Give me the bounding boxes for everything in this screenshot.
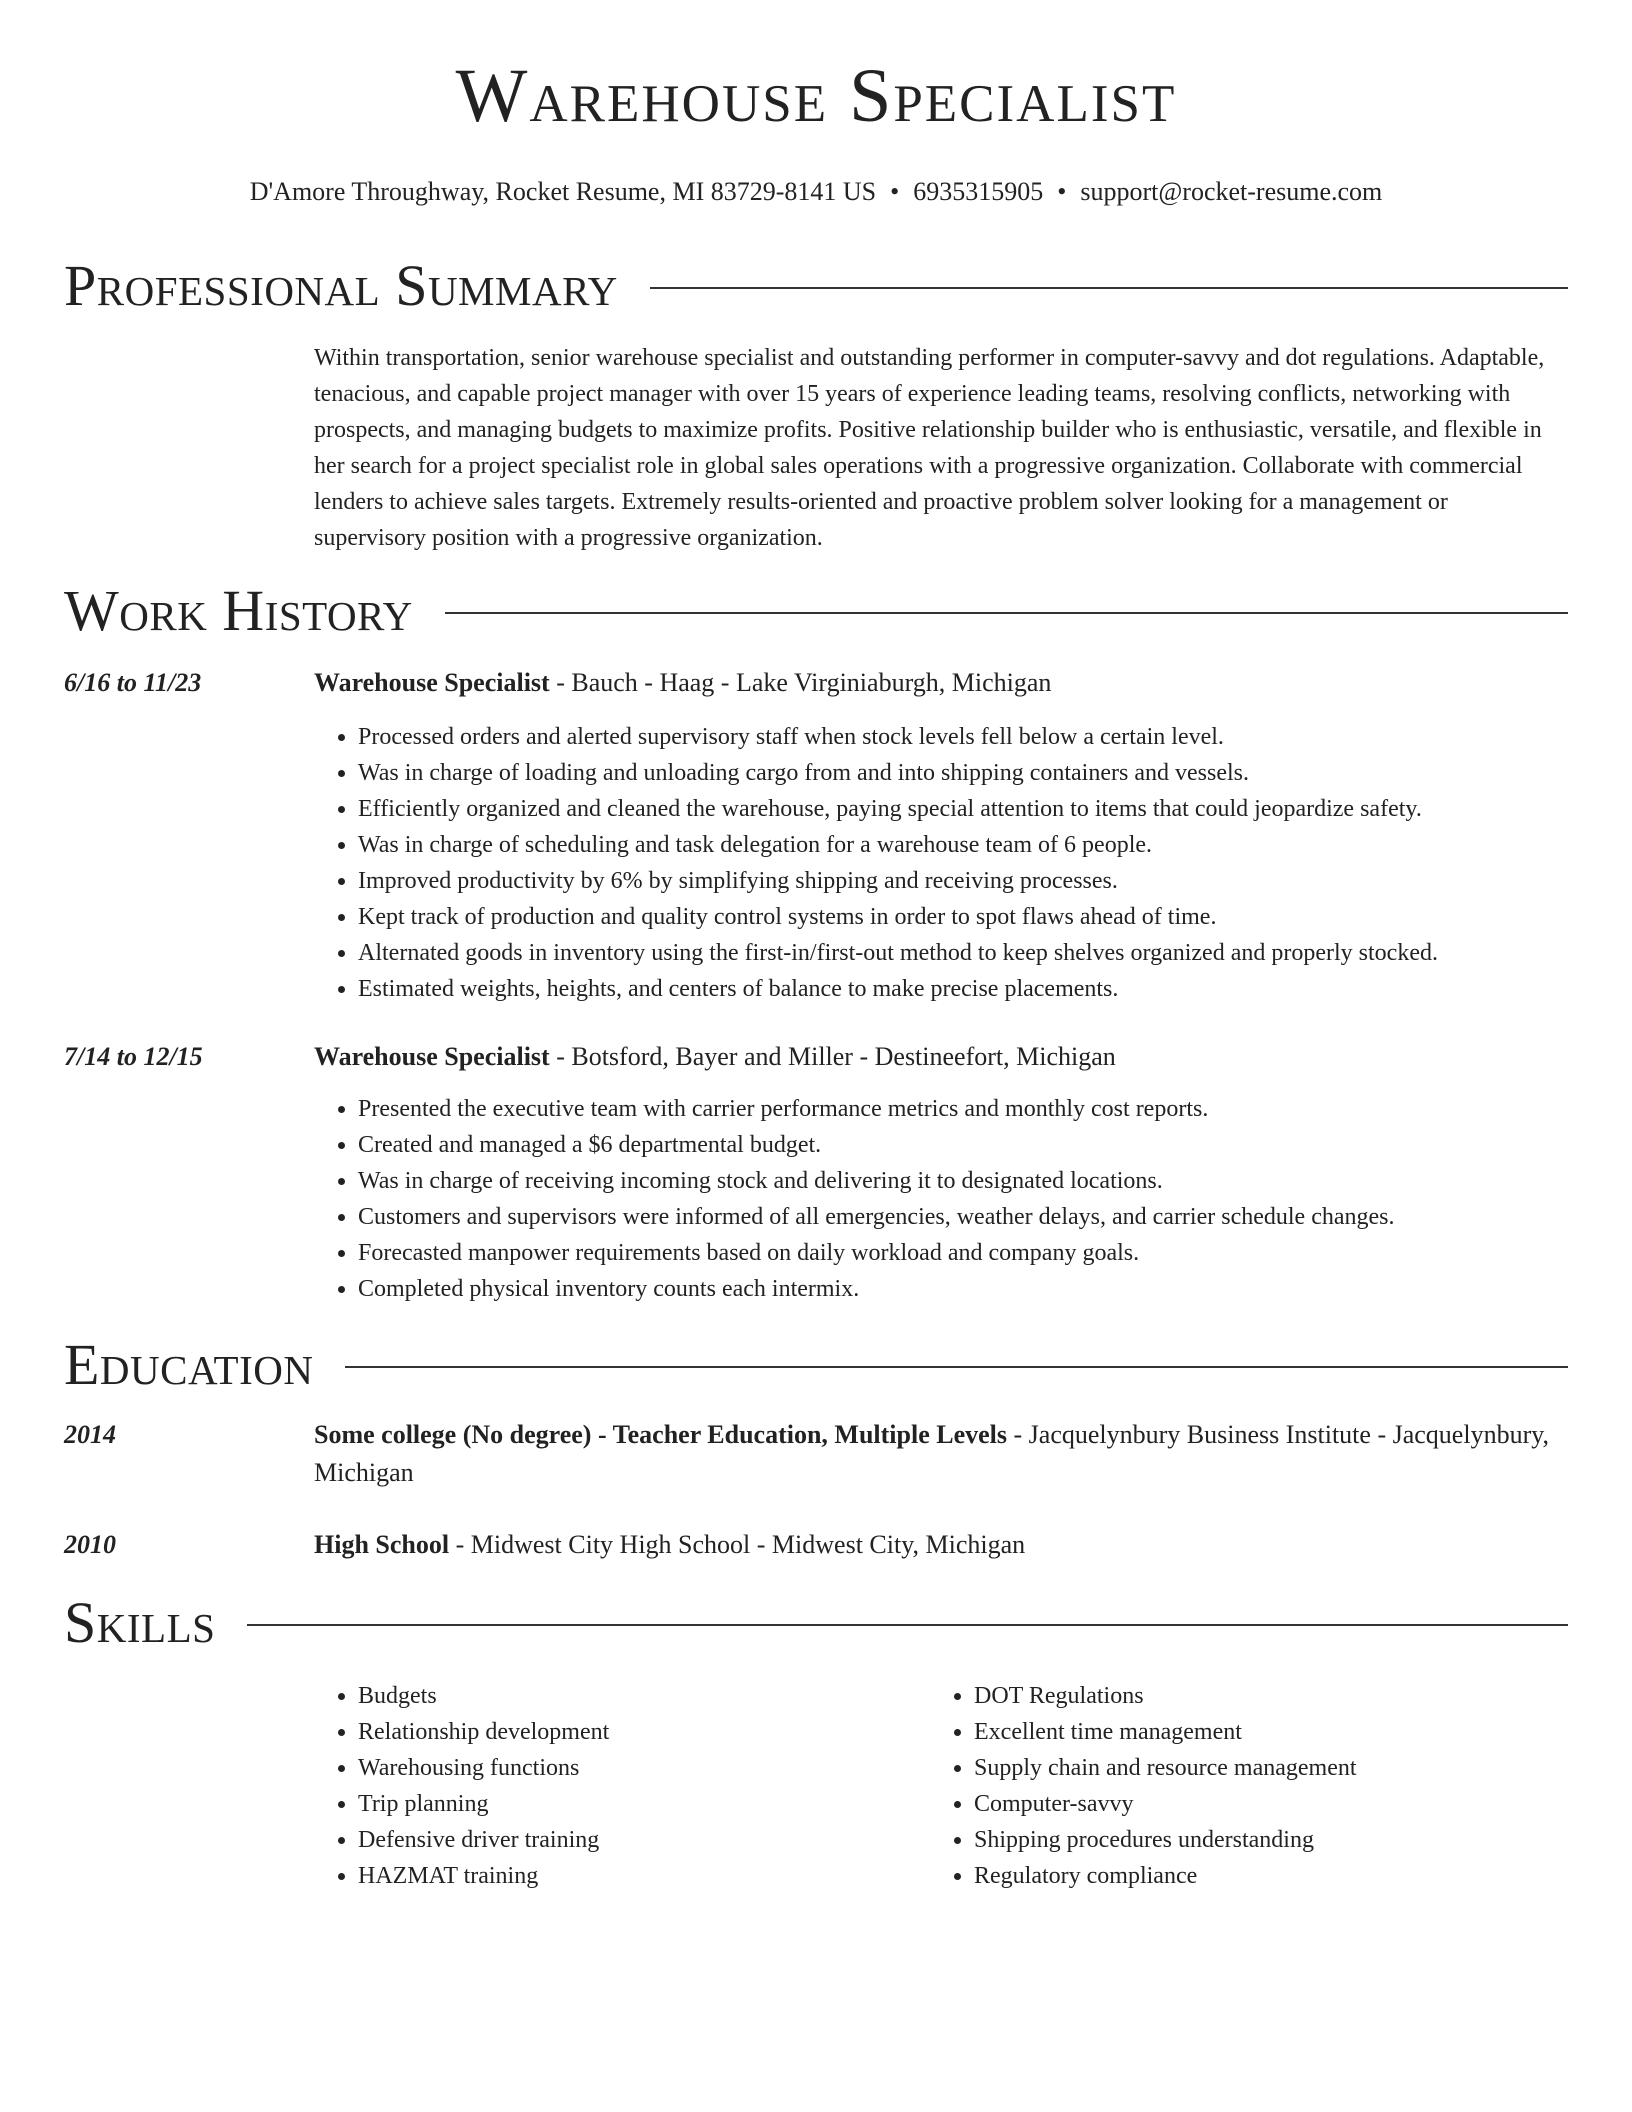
section-heading-summary bbox=[64, 254, 1568, 318]
list-item: • Efficiently organized and cleaned the warehouse, paying special attention to items that could jeopardize safety. bbox=[358, 791, 1608, 827]
education-degree: High School bbox=[314, 1530, 450, 1559]
list-item: • Was in charge of receiving incoming stock and delivering it to designated locations. bbox=[358, 1163, 1608, 1199]
skill-item: • Excellent time management bbox=[974, 1714, 1574, 1750]
list-item: • Customers and supervisors were informed of all emergencies, weather delays, and carrier schedule changes. bbox=[358, 1199, 1608, 1235]
skill-item: • Budgets bbox=[358, 1678, 918, 1714]
section-divider bbox=[247, 1624, 1568, 1626]
section-divider bbox=[345, 1366, 1568, 1368]
job-details: - Botsford, Bayer and Miller - Destineefort, Michigan bbox=[549, 1042, 1116, 1071]
skill-item: • DOT Regulations bbox=[974, 1678, 1574, 1714]
skill-item: • Defensive driver training bbox=[358, 1822, 918, 1858]
section-title: Professional Summary bbox=[64, 253, 618, 318]
contact-separator: • bbox=[1057, 177, 1067, 206]
contact-address: D'Amore Throughway, Rocket Resume, MI 83729-8141 US bbox=[249, 177, 877, 206]
education-year: 2010 bbox=[64, 1530, 116, 1559]
job-title: Warehouse Specialist bbox=[314, 1042, 550, 1071]
education-year: 2014 bbox=[64, 1420, 116, 1449]
list-item: • Improved productivity by 6% by simplifying shipping and receiving processes. bbox=[358, 863, 1608, 899]
list-item: • Alternated goods in inventory using the first-in/first-out method to keep shelves organized and properly stocked. bbox=[358, 935, 1608, 971]
skill-item: • HAZMAT training bbox=[358, 1858, 918, 1894]
section-heading-skills bbox=[64, 1591, 1568, 1655]
list-item: • Processed orders and alerted supervisory staff when stock levels fell below a certain level. bbox=[358, 719, 1608, 755]
education-details: - Jacquelynbury Business Institute - Jacquelynbury, Michigan bbox=[314, 1420, 1550, 1487]
job-heading bbox=[314, 664, 1564, 702]
section-title: Work History bbox=[64, 578, 413, 643]
section-divider bbox=[650, 287, 1568, 289]
skill-item: • Warehousing functions bbox=[358, 1750, 918, 1786]
skill-item: • Supply chain and resource management bbox=[974, 1750, 1574, 1786]
education-degree: Some college (No degree) - Teacher Education, Multiple Levels bbox=[314, 1420, 1007, 1449]
list-item: • Kept track of production and quality control systems in order to spot flaws ahead of time. bbox=[358, 899, 1608, 935]
contact-email: support@rocket-resume.com bbox=[1080, 177, 1383, 206]
list-item: • Presented the executive team with carrier performance metrics and monthly cost reports. bbox=[358, 1091, 1608, 1127]
list-item: • Forecasted manpower requirements based on daily workload and company goals. bbox=[358, 1235, 1608, 1271]
skill-item: • Computer-savvy bbox=[974, 1786, 1574, 1822]
education-entry bbox=[314, 1526, 1564, 1564]
job-bullets bbox=[314, 1091, 1608, 1307]
job-title: Warehouse Specialist bbox=[314, 668, 550, 697]
list-item: • Created and managed a $6 departmental budget. bbox=[358, 1127, 1608, 1163]
list-item: • Was in charge of loading and unloading cargo from and into shipping containers and vessels. bbox=[358, 755, 1608, 791]
job-dates: 7/14 to 12/15 bbox=[64, 1042, 203, 1071]
job-bullets bbox=[314, 719, 1608, 1007]
contact-line bbox=[0, 176, 1632, 208]
list-item: • Completed physical inventory counts each intermix. bbox=[358, 1271, 1608, 1307]
contact-phone: 6935315905 bbox=[913, 177, 1044, 206]
section-heading-education bbox=[64, 1333, 1568, 1397]
summary-text: Within transportation, senior warehouse specialist and outstanding performer in computer-savvy and dot regulations. Adaptable, tenacious, and capable project manager with over 15 years of experience leading teams, resolving conflicts, networking with prospects, and managing budgets to maximize profits. Positive relationship builder who is enthusiastic, versatile, and flexible in her search for a project specialist role in global sales operations with a progressive organization. Collaborate with commercial lenders to achieve sales targets. Extremely results-oriented and proactive problem solver looking for a management or supervisory position with a progressive organization. bbox=[314, 345, 1545, 551]
section-title: Education bbox=[64, 1332, 314, 1397]
skill-item: • Trip planning bbox=[358, 1786, 918, 1822]
education-details: - Midwest City High School - Midwest City, Michigan bbox=[449, 1530, 1026, 1559]
section-heading-work bbox=[64, 579, 1568, 643]
education-entry bbox=[314, 1416, 1564, 1492]
candidate-name: Warehouse Specialist bbox=[455, 54, 1177, 138]
section-title: Skills bbox=[64, 1590, 216, 1655]
list-item: • Was in charge of scheduling and task delegation for a warehouse team of 6 people. bbox=[358, 827, 1608, 863]
list-item: • Estimated weights, heights, and centers of balance to make precise placements. bbox=[358, 971, 1608, 1007]
skills-list-right bbox=[930, 1678, 1574, 1894]
job-details: - Bauch - Haag - Lake Virginiaburgh, Michigan bbox=[549, 668, 1052, 697]
skill-item: • Relationship development bbox=[358, 1714, 918, 1750]
skill-item: • Shipping procedures understanding bbox=[974, 1822, 1574, 1858]
job-dates: 6/16 to 11/23 bbox=[64, 668, 202, 697]
section-divider bbox=[445, 612, 1568, 614]
job-heading bbox=[314, 1038, 1564, 1076]
contact-separator: • bbox=[890, 177, 900, 206]
skills-list-left bbox=[314, 1678, 918, 1894]
skill-item: • Regulatory compliance bbox=[974, 1858, 1574, 1894]
